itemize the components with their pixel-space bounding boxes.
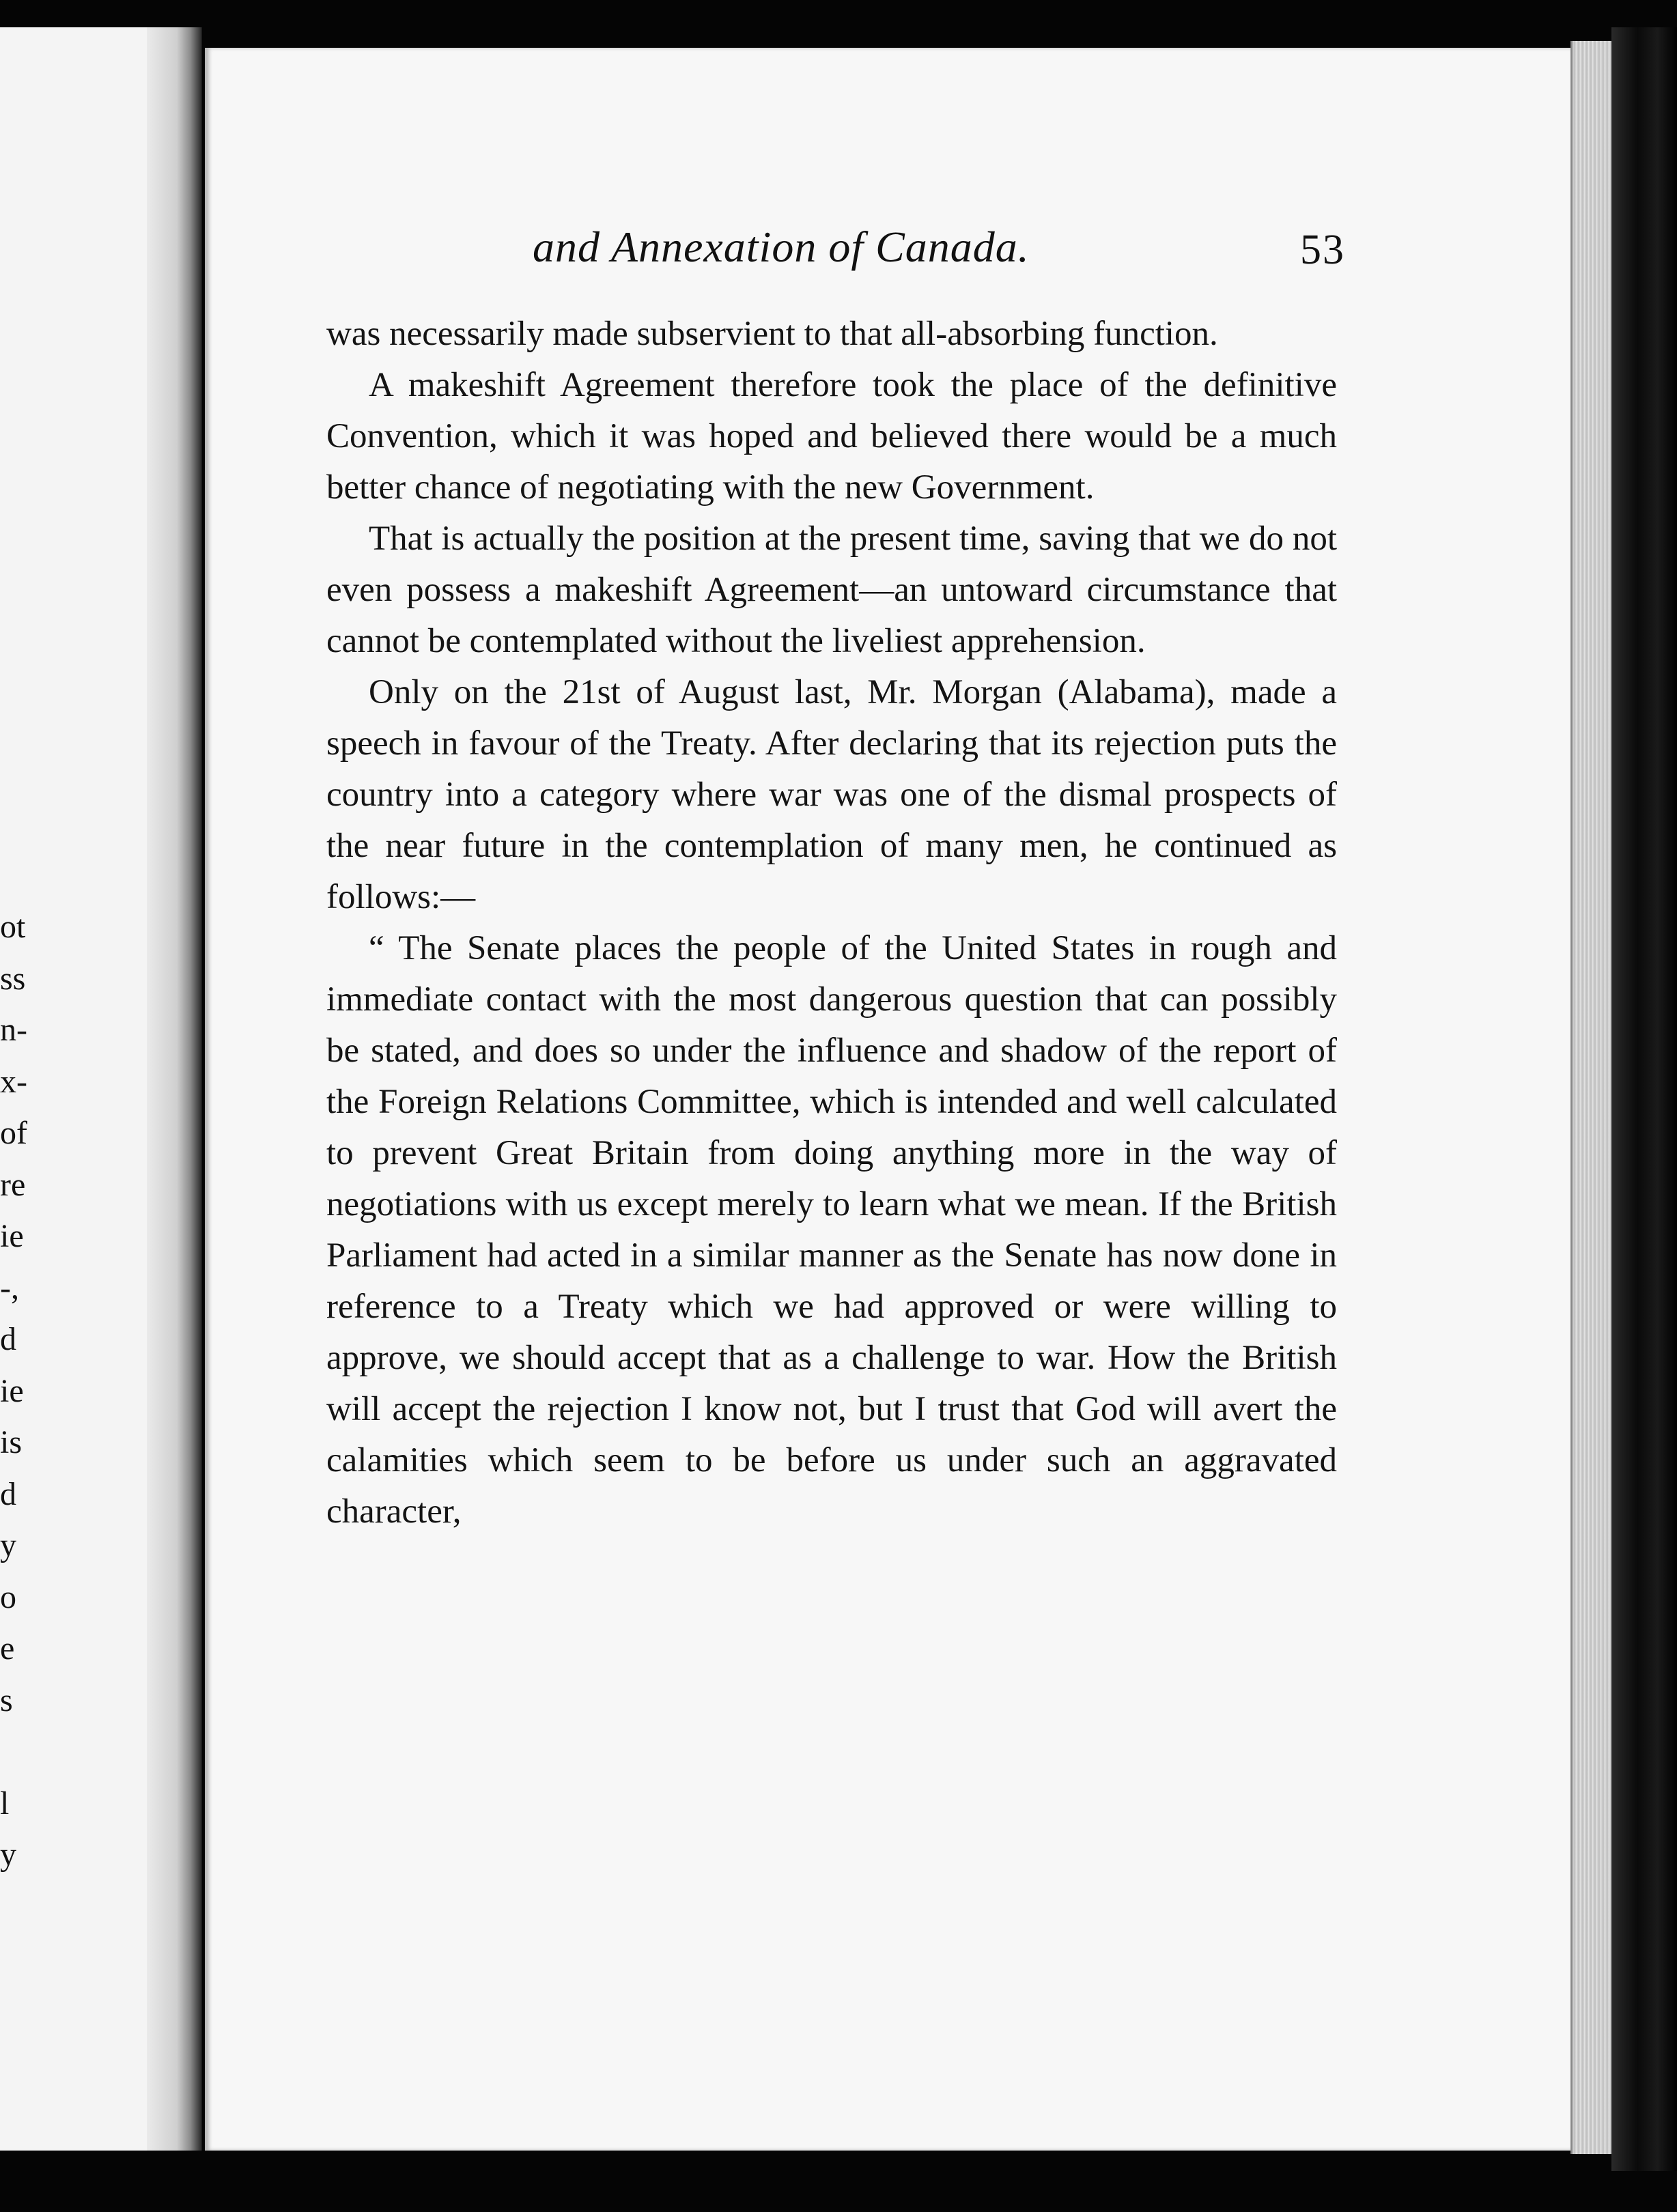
fragment-line: ie	[0, 1218, 24, 1254]
fragment-line: l	[0, 1785, 10, 1821]
fragment-line: d	[0, 1475, 16, 1512]
page-edges	[1570, 41, 1613, 2154]
fragment-line: ie	[0, 1372, 24, 1409]
paragraph: A makeshift Agreement therefore took the place of the definitive Convention, which it was hoped and believed there would be a much better chance of negotiating with the new Government.	[326, 366, 1337, 507]
running-title: and Annexation of Canada.	[533, 223, 1030, 271]
fragment-line: n-	[0, 1012, 27, 1048]
paragraph: was necessarily made subservient to that all-absorbing function.	[326, 315, 1218, 353]
fragment-line: re	[0, 1166, 26, 1203]
paragraph: Only on the 21st of August last, Mr. Morgan (Alabama), made a speech in favour of the Treaty. After declaring that its rejection puts the country into a category where war was one of the dismal prospects of the near future in the contemplation of many men, he continued as follows:—	[326, 673, 1337, 916]
fragment-line: d	[0, 1321, 16, 1357]
page-number: 53	[1300, 227, 1345, 273]
fragment-line: e	[0, 1630, 15, 1667]
fragment-line: is	[0, 1424, 23, 1460]
fragment-line: y	[0, 1527, 16, 1563]
book-binding	[1611, 27, 1677, 2171]
fragment-line: ss	[0, 960, 26, 997]
fragment-line: x-	[0, 1063, 27, 1100]
body-text	[326, 309, 1337, 1537]
fragment-line: o	[0, 1578, 16, 1615]
paragraph: That is actually the position at the present time, saving that we do not even possess a makeshift Agreement—an untoward circumstance that cannot be contemplated without the liveliest apprehension.	[326, 520, 1337, 660]
book-gutter	[147, 27, 201, 2151]
fragment-line: ot	[0, 909, 26, 945]
quoted-paragraph: “ The Senate places the people of the United States in rough and immediate contact with the most dangerous question that can possibly be stated, and does so under the influence and shadow of the report of the Foreign Relations Committee, which is intended and well calculated to prevent Great Britain from doing anything more in the way of negotiations with us except merely to learn what we mean. If the British Parliament had acted in a similar manner as the Senate has now done in reference to a Treaty which we had approved or were willing to approve, we should accept that as a challenge to war. How the British will accept the rejection I know not, but I trust that God will avert the calamities which seem to be before us under such an aggravated character,	[326, 929, 1337, 1531]
fragment-line	[0, 1726, 41, 1778]
facing-page-text-fragments	[0, 901, 41, 1881]
fragment-line: y	[0, 1837, 16, 1873]
fragment-line: s	[0, 1682, 13, 1718]
page-header	[533, 222, 1345, 297]
fragment-line: -,	[0, 1269, 19, 1306]
fragment-line: of	[0, 1115, 27, 1151]
